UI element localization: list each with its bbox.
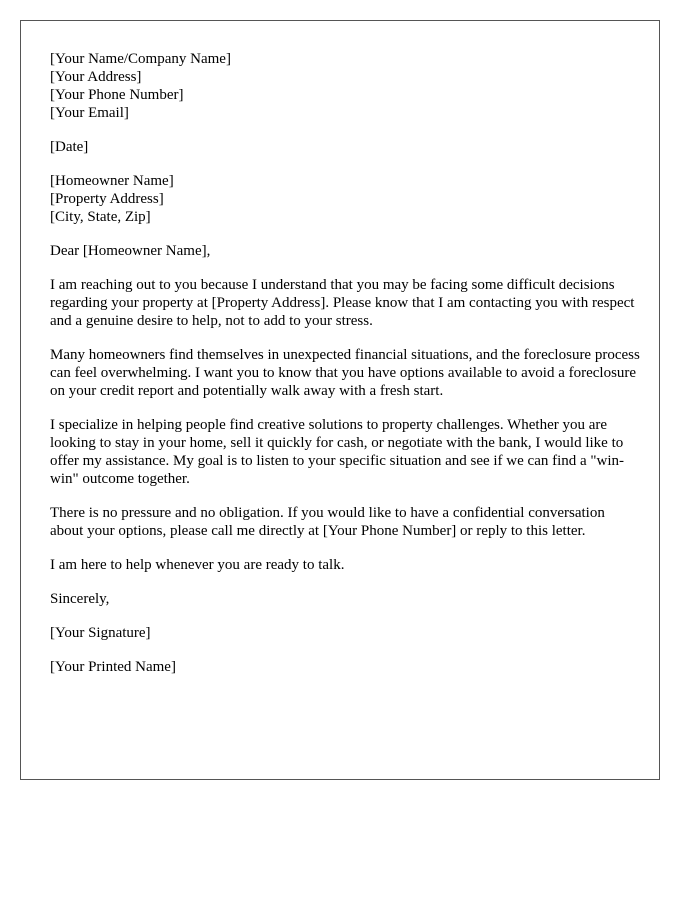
paragraph-services: I specialize in helping people find creative solutions to property challenges. Whether you are looking to stay in your home, sell it quickly for cash, or negotiate with the bank, I would like to offer my assistance. My goal is to listen to your specific situation and see if we can find a "win-win" outcome together. [50, 417, 625, 487]
letter-date: [Date] [50, 139, 89, 155]
recipient-address: [Property Address] [50, 191, 164, 207]
recipient-block [50, 172, 640, 226]
paragraph-ready: I am here to help whenever you are ready to talk. [50, 557, 345, 573]
date-block [50, 138, 640, 156]
closing: Sincerely, [50, 591, 110, 607]
sender-block [50, 50, 640, 122]
letter-page [20, 20, 660, 780]
sender-address: [Your Address] [50, 69, 142, 85]
sender-phone: [Your Phone Number] [50, 87, 184, 103]
recipient-city-state-zip: [City, State, Zip] [50, 209, 151, 225]
paragraph-intro: I am reaching out to you because I understand that you may be facing some difficult decisions regarding your property at [Property Address]. Please know that I am contacting you with respect and a genuine desire to help, not to add to your stress. [50, 277, 635, 329]
signature-placeholder: [Your Signature] [50, 625, 151, 641]
sender-name: [Your Name/Company Name] [50, 51, 231, 67]
recipient-name: [Homeowner Name] [50, 173, 174, 189]
letter-body [50, 50, 640, 692]
paragraph-options: Many homeowners find themselves in unexpected financial situations, and the foreclosure process can feel overwhelming. I want you to know that you have options available to avoid a foreclosure on your credit report and potentially walk away with a fresh start. [50, 347, 640, 399]
printed-name: [Your Printed Name] [50, 659, 176, 675]
sender-email: [Your Email] [50, 105, 129, 121]
paragraph-no-pressure: There is no pressure and no obligation. If you would like to have a confidential conversation about your options, please call me directly at [Your Phone Number] or reply to this letter. [50, 505, 605, 539]
salutation: Dear [Homeowner Name], [50, 243, 211, 259]
